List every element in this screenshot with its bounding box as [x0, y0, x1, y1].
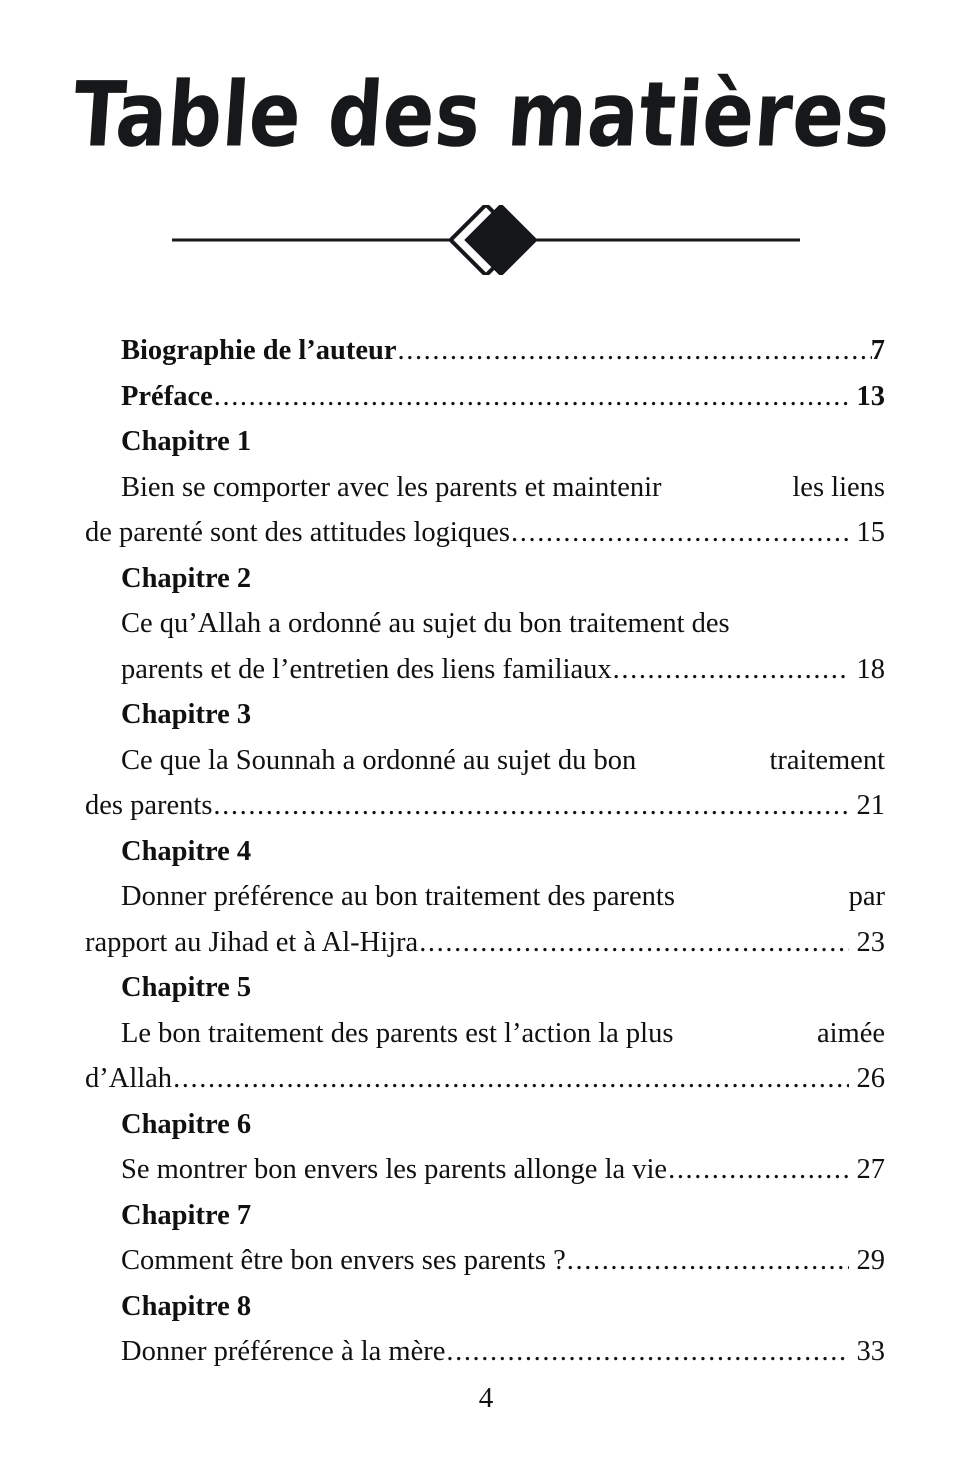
toc-entry-chapitre-8[interactable] — [85, 1284, 885, 1375]
toc-entry-line-1 — [85, 874, 885, 920]
toc-entry-page: 23 — [856, 926, 885, 958]
toc-leader-row — [85, 374, 885, 420]
page-folio: 4 — [478, 1382, 494, 1414]
toc-entry-label: Comment être bon envers ses parents ? — [121, 1245, 566, 1276]
toc-chapter-heading: Chapitre 2 — [121, 562, 252, 594]
toc-entry-preface[interactable] — [85, 374, 885, 420]
toc-entry-line-1-start: Le bon traitement des parents est l’action la plus — [121, 1017, 674, 1049]
toc-entry-page: 27 — [856, 1154, 885, 1185]
toc-chapter-heading: Chapitre 8 — [121, 1290, 252, 1322]
dot-leader — [419, 920, 848, 966]
toc-entry-biographie[interactable] — [85, 328, 885, 374]
dot-leader — [213, 783, 848, 829]
toc-entry-line-2: rapport au Jihad et à Al-Hijra — [85, 926, 419, 958]
dot-leader — [446, 1329, 848, 1375]
toc-leader-row — [85, 328, 885, 374]
toc-chapter-heading: Chapitre 1 — [121, 426, 252, 457]
toc-entry-line-2: des parents — [85, 790, 213, 821]
dot-leader — [567, 1238, 849, 1284]
dot-leader — [398, 328, 872, 374]
toc-leader-row — [85, 510, 885, 556]
toc-entry-page: 7 — [870, 335, 885, 366]
toc-entry-line-1-start: Ce que la Sounnah a ordonné au sujet du bon — [121, 744, 637, 776]
toc-entry-label: Se montrer bon envers les parents allonge la vie — [121, 1154, 668, 1185]
toc-entry-line-2: parents et de l’entretien des liens familiaux — [121, 653, 612, 685]
dot-leader — [613, 647, 849, 693]
toc-entry-line-1-end: par — [848, 881, 885, 912]
toc-chapter-heading: Chapitre 4 — [121, 835, 252, 867]
toc-entry-chapitre-5[interactable] — [85, 965, 885, 1102]
toc-leader-row — [85, 1238, 885, 1284]
toc-chapter-heading: Chapitre 3 — [121, 699, 252, 730]
toc-entry-chapitre-1[interactable] — [85, 419, 885, 556]
toc-leader-row — [85, 1147, 885, 1193]
toc-entry-line-1-start: Donner préférence au bon traitement des parents — [121, 881, 675, 912]
toc-entry-line-1-end: les liens — [792, 471, 885, 503]
divider-svg — [172, 205, 800, 275]
toc-entry-page: 33 — [856, 1336, 885, 1367]
toc-entry-line-2: de parenté sont des attitudes logiques — [85, 517, 511, 548]
toc-entry-page: 15 — [856, 517, 885, 548]
dot-leader — [511, 510, 848, 556]
diamond-divider-ornament — [172, 205, 800, 275]
toc-leader-row — [85, 1056, 885, 1102]
toc-chapter-heading: Chapitre 5 — [121, 972, 252, 1003]
toc-entry-line-1 — [85, 465, 885, 511]
toc-leader-row — [85, 1329, 885, 1375]
toc-chapter-heading: Chapitre 7 — [121, 1199, 252, 1231]
toc-entry-line-2: d’Allah — [85, 1063, 173, 1094]
toc-chapter-heading: Chapitre 6 — [121, 1108, 252, 1140]
toc-entry-chapitre-2[interactable] — [85, 556, 885, 693]
toc-entry-page: 13 — [856, 380, 885, 412]
toc-entry-line-1 — [85, 1011, 885, 1057]
toc-leader-row — [85, 647, 885, 693]
toc-leader-row — [85, 920, 885, 966]
toc-entry-line-1-end: aimée — [816, 1017, 885, 1049]
toc-entry-line-1: Ce qu’Allah a ordonné au sujet du bon traitement des — [121, 608, 730, 639]
table-of-contents — [85, 328, 885, 1375]
toc-entry-page: 21 — [856, 790, 885, 821]
toc-entry-page: 18 — [856, 653, 885, 685]
toc-entry-chapitre-4[interactable] — [85, 829, 885, 966]
toc-entry-page: 26 — [856, 1063, 885, 1094]
toc-entry-label: Préface — [121, 380, 213, 412]
toc-entry-chapitre-3[interactable] — [85, 692, 885, 829]
toc-entry-label: Biographie de l’auteur — [121, 335, 397, 366]
page-title: Table des matières — [69, 61, 895, 167]
toc-entry-page: 29 — [856, 1245, 885, 1276]
toc-leader-row — [85, 783, 885, 829]
toc-entry-chapitre-6[interactable] — [85, 1102, 885, 1193]
dot-leader — [214, 374, 849, 420]
toc-entry-chapitre-7[interactable] — [85, 1193, 885, 1284]
toc-entry-label: Donner préférence à la mère — [121, 1336, 446, 1367]
toc-entry-line-1-start: Bien se comporter avec les parents et maintenir — [121, 471, 662, 503]
dot-leader — [173, 1056, 848, 1102]
toc-entry-line-1-end: traitement — [769, 744, 885, 776]
toc-entry-line-1 — [85, 738, 885, 784]
dot-leader — [668, 1147, 848, 1193]
